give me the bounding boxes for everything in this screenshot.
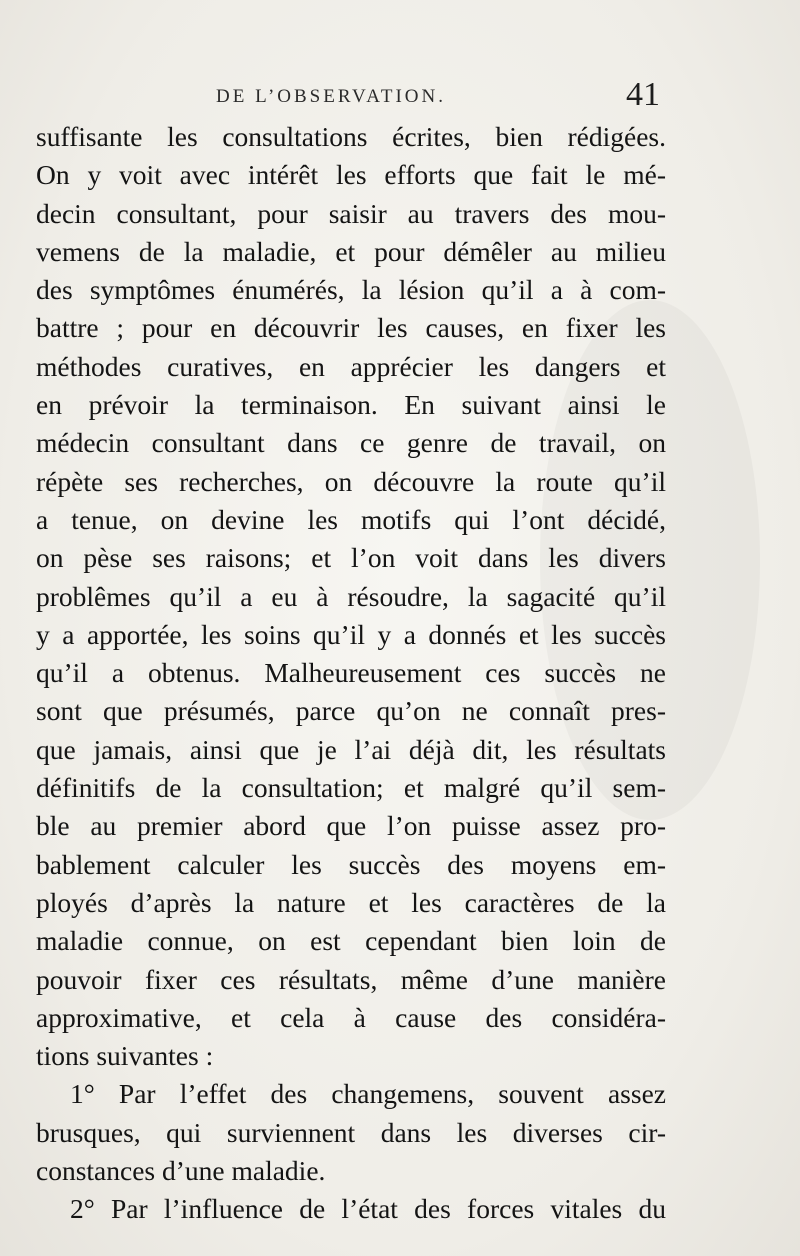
body-text xyxy=(36,118,666,1229)
text-line: vemens de la maladie, et pour démêler au milieu xyxy=(36,235,666,267)
text-line-numbered-item: 1° Par l’effet des changemens, souvent assez xyxy=(70,1078,666,1110)
text-line: ployés d’après la nature et les caractères de la xyxy=(36,886,666,918)
text-line: définitifs de la consultation; et malgré qu’il sem- xyxy=(36,772,666,804)
text-line: battre ; pour en découvrir les causes, en fixer les xyxy=(36,312,666,344)
running-head: DE L’OBSERVATION. xyxy=(216,86,446,107)
text-line-paragraph-end: tions suivantes : xyxy=(36,1040,214,1072)
text-line: des symptômes énumérés, la lésion qu’il a à com- xyxy=(36,274,666,306)
text-line: méthodes curatives, en apprécier les dangers et xyxy=(36,350,666,382)
text-line: problêmes qu’il a eu à résoudre, la sagacité qu’il xyxy=(36,580,666,612)
page-number: 41 xyxy=(626,76,660,113)
text-line: médecin consultant dans ce genre de travail, on xyxy=(36,427,666,459)
text-line-paragraph-end: constances d’une maladie. xyxy=(36,1155,326,1187)
text-line: bablement calculer les succès des moyens em- xyxy=(36,848,666,880)
text-line: qu’il a obtenus. Malheureusement ces succès ne xyxy=(36,657,666,689)
text-line: répète ses recherches, on découvre la route qu’il xyxy=(36,465,666,497)
text-line: decin consultant, pour saisir au travers des mou- xyxy=(36,197,666,229)
text-line: on pèse ses raisons; et l’on voit dans les divers xyxy=(36,542,666,574)
text-line: brusques, qui surviennent dans les diverses cir- xyxy=(36,1116,666,1148)
text-line: suffisante les consultations écrites, bien rédigées. xyxy=(36,121,666,152)
text-line: On y voit avec intérêt les efforts que fait le mé- xyxy=(36,159,666,191)
text-line: sont que présumés, parce qu’on ne connaît pres- xyxy=(36,695,666,727)
page-header xyxy=(36,76,660,116)
text-line: en prévoir la terminaison. En suivant ainsi le xyxy=(36,389,666,421)
text-line: ble au premier abord que l’on puisse assez pro- xyxy=(36,810,666,842)
text-line: pouvoir fixer ces résultats, même d’une manière xyxy=(36,963,666,995)
text-line: y a apportée, les soins qu’il y a donnés et les succès xyxy=(36,618,666,650)
text-line: maladie connue, on est cependant bien loin de xyxy=(36,925,666,957)
text-line: a tenue, on devine les motifs qui l’ont décidé, xyxy=(36,503,666,535)
text-line: approximative, et cela à cause des considéra- xyxy=(36,1001,666,1033)
text-line: que jamais, ainsi que je l’ai déjà dit, les résultats xyxy=(36,733,666,765)
text-line-numbered-item: 2° Par l’influence de l’état des forces vitales du xyxy=(70,1193,666,1225)
